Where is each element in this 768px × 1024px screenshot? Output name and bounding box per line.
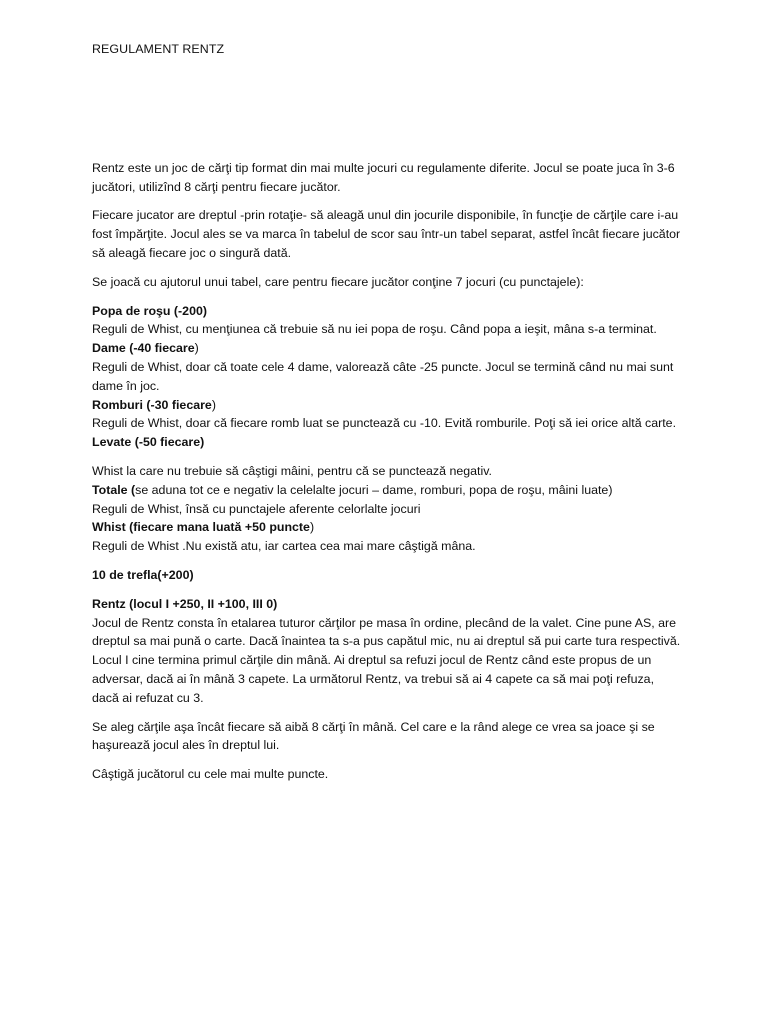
trefla-heading: 10 de trefla(+200) — [92, 567, 194, 582]
dealing-paragraph: Se aleg cărţile aşa încât fiecare să aibă 8 cărţi în mână. Cel care e la rând alege ce vrea sa joace şi se haşurează jocul ales în dreptul lui. — [92, 719, 655, 753]
totale-rule: Reguli de Whist, însă cu punctajele aferente celorlalte jocuri — [92, 501, 421, 516]
romburi-rule: Reguli de Whist, doar că fiecare romb luat se punctează cu -10. Evită romburile. Poţi să iei orice altă carte. — [92, 416, 677, 431]
whist-heading-label: Whist (fiecare mana luată +50 puncte — [92, 520, 310, 535]
dame-heading — [92, 339, 682, 358]
whist-rule: Reguli de Whist .Nu există atu, iar cartea cea mai mare câştigă mâna. — [92, 539, 476, 554]
intro-paragraph: Rentz este un joc de cărţi tip format din mai multe jocuri cu regulamente diferite. Jocul se poate juca în 3-6 jucători, utilizînd 8 cărţi pentru fiecare jucător. — [92, 160, 675, 194]
popa-heading: Popa de roşu (-200) — [92, 303, 207, 318]
rentz-rule: Jocul de Rentz consta în etalarea tuturor cărţilor pe masa în ordine, plecând de la valet. Cine pune AS, are dreptul sa mai pună o carte. Dacă înaintea ta s-a pus capătul mic, nu ai dreptul să pui carte tura respectivă. Locul I cine termina primul cărţile din mână. Ai dreptul sa refuzi jocul de Rentz când este propus de un adversar, dacă ai în mână 3 capete. La următorul Rentz, va trebui să ai 4 capete ca să mai poţi refuza, dacă ai refuzat cu 3. — [92, 615, 681, 705]
romburi-heading-close: ) — [211, 397, 216, 412]
romburi-heading-label: Romburi (-30 fiecare — [92, 397, 212, 412]
document-body — [92, 40, 682, 794]
games-list-continued — [92, 462, 682, 556]
table-intro-paragraph: Se joacă cu ajutorul unui tabel, care pentru fiecare jucător conţine 7 jocuri (cu punctajele): — [92, 274, 584, 289]
popa-rule: Reguli de Whist, cu menţiunea că trebuie să nu iei popa de roşu. Când popa a ieşit, mâna s-a terminat. — [92, 322, 657, 337]
dame-heading-close: ) — [194, 341, 199, 356]
document-title: REGULAMENT RENTZ — [92, 42, 225, 56]
totale-heading-detail: se aduna tot ce e negativ la celelalte jocuri – dame, romburi, popa de roşu, mâini luate) — [135, 482, 613, 497]
whist-heading — [92, 518, 682, 537]
dame-heading-label: Dame (-40 fiecare — [92, 341, 195, 356]
selection-rule-paragraph: Fiecare jucator are dreptul -prin rotaţie- să aleagă unul din jocurile disponibile, în funcţie de cărţile care i-au fost împărţite. Jocul ales se va marca în tabelul de scor sau într-un tabel separat, astfel încât fiecare jucător să aleagă fiecare joc o singură dată. — [92, 208, 681, 260]
winner-paragraph: Câştigă jucătorul cu cele mai multe puncte. — [92, 767, 329, 782]
romburi-heading — [92, 396, 682, 415]
rentz-heading: Rentz (locul I +250, II +100, III 0) — [92, 596, 278, 611]
totale-heading-label: Totale ( — [92, 482, 136, 497]
whist-heading-close: ) — [309, 520, 315, 535]
games-list — [92, 302, 682, 452]
levate-heading: Levate (-50 fiecare) — [92, 435, 205, 450]
totale-heading — [92, 481, 682, 500]
dame-rule: Reguli de Whist, doar că toate cele 4 dame, valorează câte -25 puncte. Jocul se termină când nu mai sunt dame în joc. — [92, 359, 674, 393]
levate-rule: Whist la care nu trebuie să câştigi mâini, pentru că se punctează negativ. — [92, 463, 492, 478]
rentz-section — [92, 595, 682, 708]
